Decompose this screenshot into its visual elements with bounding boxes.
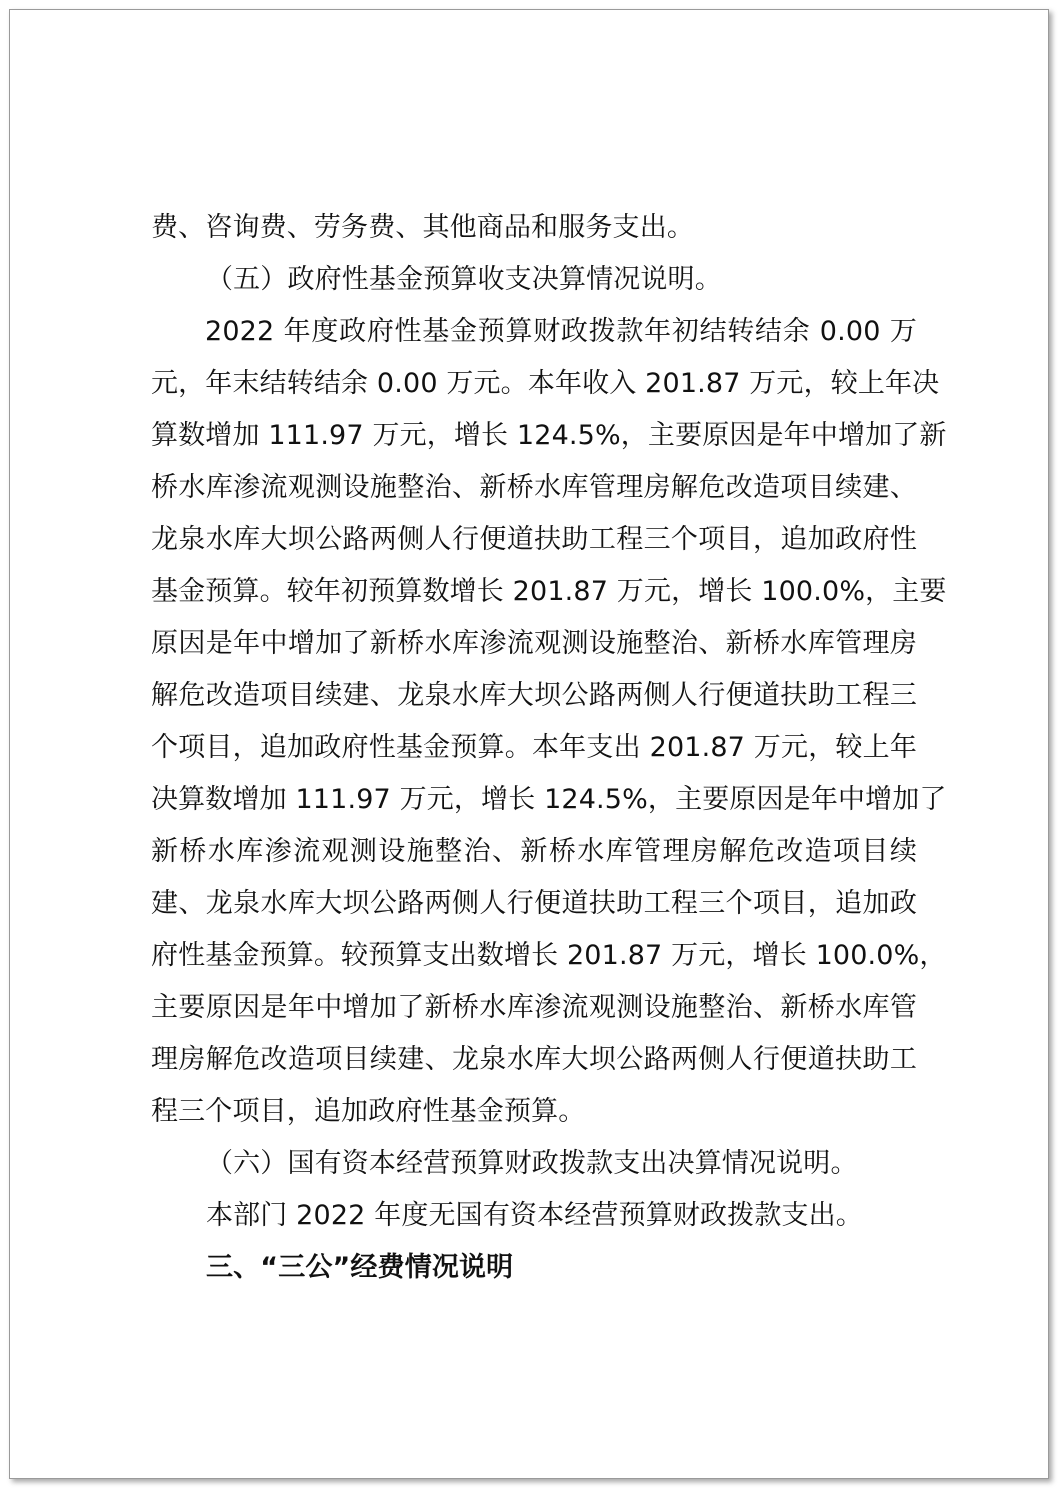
paragraph-line: 桥水库渗流观测设施整治、新桥水库管理房解危改造项目续建、 bbox=[151, 472, 917, 503]
paragraph-line: 算数增加 111.97 万元，增长 124.5%，主要原因是年中增加了新 bbox=[151, 420, 947, 451]
paragraph-line: 主要原因是年中增加了新桥水库渗流观测设施整治、新桥水库管 bbox=[151, 992, 917, 1023]
paragraph-line-last: 程三个项目，追加政府性基金预算。 bbox=[151, 1096, 586, 1127]
paragraph-line-continuation: 费、咨询费、劳务费、其他商品和服务支出。 bbox=[151, 212, 694, 243]
section-heading-five: （五）政府性基金预算收支决算情况说明。 bbox=[206, 264, 722, 295]
paragraph-line: 2022 年度政府性基金预算财政拨款年初结转结余 0.00 万 bbox=[205, 316, 917, 347]
paragraph-line: 龙泉水库大坝公路两侧人行便道扶助工程三个项目，追加政府性 bbox=[151, 524, 917, 555]
paragraph-line: 新桥水库渗流观测设施整治、新桥水库管理房解危改造项目续 bbox=[151, 836, 917, 867]
paragraph-line: 决算数增加 111.97 万元，增长 124.5%，主要原因是年中增加了 bbox=[151, 784, 947, 815]
chapter-heading-three: 三、“三公”经费情况说明 bbox=[206, 1252, 514, 1283]
paragraph-line: 元，年末结转结余 0.00 万元。本年收入 201.87 万元，较上年决 bbox=[151, 368, 940, 399]
section-heading-six: （六）国有资本经营预算财政拨款支出决算情况说明。 bbox=[206, 1148, 858, 1179]
paragraph-line: 理房解危改造项目续建、龙泉水库大坝公路两侧人行便道扶助工 bbox=[151, 1044, 917, 1075]
paragraph-line: 建、龙泉水库大坝公路两侧人行便道扶助工程三个项目，追加政 bbox=[151, 888, 917, 919]
paragraph-line: 本部门 2022 年度无国有资本经营预算财政拨款支出。 bbox=[206, 1200, 863, 1231]
paragraph-line: 府性基金预算。较预算支出数增长 201.87 万元，增长 100.0%， bbox=[151, 940, 947, 971]
paragraph-line: 解危改造项目续建、龙泉水库大坝公路两侧人行便道扶助工程三 bbox=[151, 680, 917, 711]
paragraph-line: 个项目，追加政府性基金预算。本年支出 201.87 万元，较上年 bbox=[151, 732, 917, 763]
paragraph-line: 原因是年中增加了新桥水库渗流观测设施整治、新桥水库管理房 bbox=[151, 628, 917, 659]
paragraph-line: 基金预算。较年初预算数增长 201.87 万元，增长 100.0%，主要 bbox=[151, 576, 947, 607]
